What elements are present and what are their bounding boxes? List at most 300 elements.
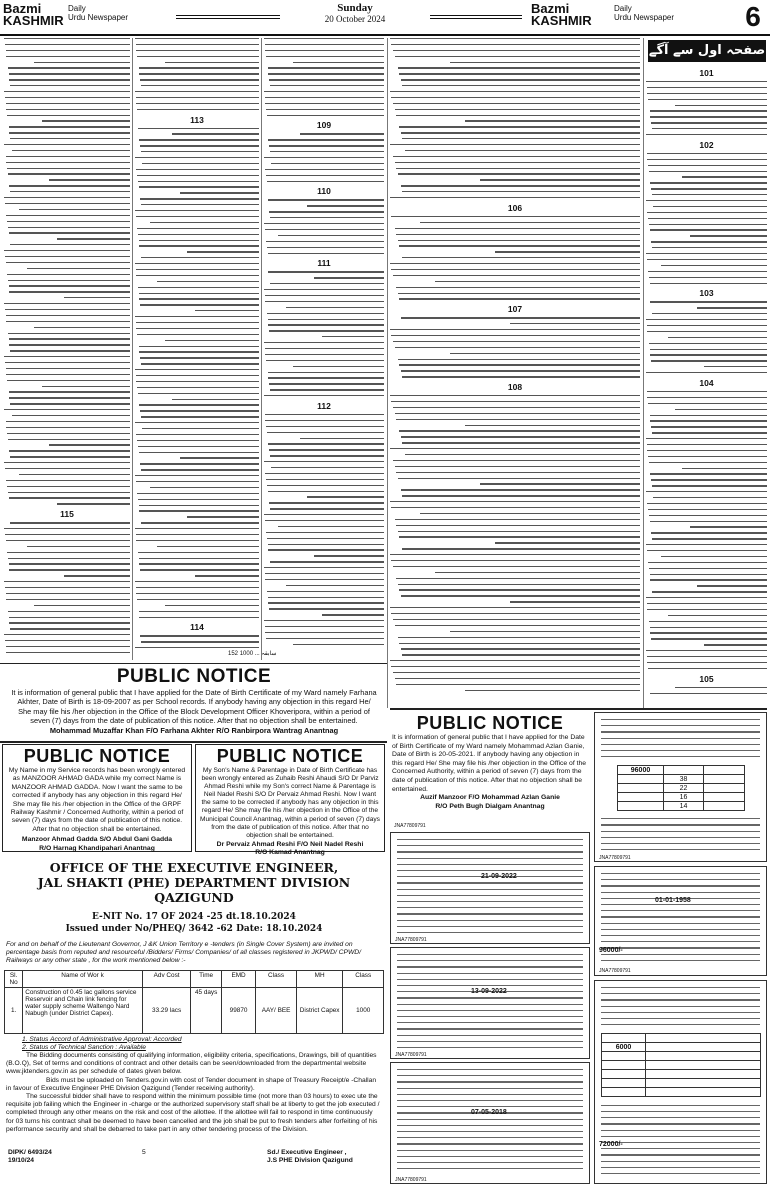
text-line xyxy=(5,534,130,535)
text-line xyxy=(268,253,384,254)
notice-date: 13-09-2022 xyxy=(471,988,507,995)
text-line xyxy=(136,97,259,98)
text-line xyxy=(10,138,130,139)
text-line xyxy=(265,301,384,302)
text-line xyxy=(393,341,640,342)
text-line xyxy=(264,289,384,290)
text-line xyxy=(139,240,259,241)
text-line xyxy=(271,163,384,164)
text-line xyxy=(8,558,130,559)
text-line xyxy=(401,648,641,649)
text-line xyxy=(397,1041,583,1042)
article-column-1 xyxy=(4,38,130,660)
text-line xyxy=(480,179,640,180)
text-line xyxy=(397,920,583,921)
masthead-rule xyxy=(176,18,280,19)
text-line xyxy=(652,313,767,314)
notice-signature: Auzif Manzoor F/O Mohammad Azlan Ganie R/O Peth Bugh Dialgam Anantnag xyxy=(420,794,560,810)
text-line xyxy=(601,837,760,838)
text-line xyxy=(601,719,760,720)
text-line xyxy=(139,404,259,405)
text-line xyxy=(9,291,130,292)
text-line xyxy=(138,446,259,447)
text-line xyxy=(397,1106,583,1107)
text-line xyxy=(391,44,640,45)
text-line xyxy=(401,489,641,490)
text-line xyxy=(267,115,384,116)
text-line xyxy=(6,156,130,157)
text-line xyxy=(402,654,640,655)
text-line xyxy=(293,366,384,367)
text-line xyxy=(401,370,641,371)
text-line xyxy=(647,397,767,398)
section-number: 105 xyxy=(699,673,714,684)
text-line xyxy=(395,228,641,229)
text-line xyxy=(6,652,130,653)
text-line xyxy=(650,693,767,694)
text-line xyxy=(6,480,130,481)
text-line xyxy=(140,410,259,411)
text-line xyxy=(647,603,767,604)
text-line xyxy=(397,1088,583,1089)
text-line xyxy=(661,265,767,266)
text-line xyxy=(651,479,767,480)
text-line xyxy=(135,38,259,39)
text-line xyxy=(269,383,384,384)
text-line xyxy=(266,241,384,242)
table-cell: 1. xyxy=(5,987,23,1033)
text-line xyxy=(399,536,640,537)
text-line xyxy=(397,882,583,883)
text-line xyxy=(398,173,641,174)
table-header-cell: MH xyxy=(296,970,343,987)
text-line xyxy=(402,376,640,377)
text-line xyxy=(270,561,384,562)
text-line xyxy=(267,247,384,248)
text-line xyxy=(135,528,259,529)
text-line xyxy=(139,67,259,68)
text-line xyxy=(649,171,767,172)
text-line xyxy=(165,605,259,606)
text-line xyxy=(136,44,259,45)
text-line xyxy=(397,1143,583,1144)
tender-enit: E-NIT No. 17 OF 2024 -25 dt.18.10.2024 xyxy=(92,912,296,922)
text-line xyxy=(195,575,259,576)
text-line xyxy=(395,678,641,679)
text-line xyxy=(268,324,384,325)
text-line xyxy=(652,432,767,433)
text-line xyxy=(10,191,130,192)
notice-signature: Manzoor Ahmad Gadda S/O Abdul Gani Gadda R/O Harnag Khandipahari Anantnag xyxy=(21,836,173,852)
text-line xyxy=(510,323,640,324)
text-line xyxy=(268,199,384,200)
text-line xyxy=(195,310,259,311)
text-line xyxy=(601,999,760,1000)
text-line xyxy=(5,587,130,588)
text-line xyxy=(140,635,259,636)
section-number: 111 xyxy=(317,258,331,269)
section-number: 103 xyxy=(699,288,714,299)
text-line xyxy=(601,731,760,732)
text-line xyxy=(601,904,760,905)
text-line xyxy=(397,864,583,865)
text-line xyxy=(139,558,259,559)
text-line xyxy=(397,1004,583,1005)
text-line xyxy=(300,438,384,439)
text-line xyxy=(137,387,259,388)
text-line xyxy=(6,599,130,600)
text-line xyxy=(391,269,640,270)
text-line xyxy=(652,128,767,129)
text-line xyxy=(601,1130,760,1131)
text-line xyxy=(601,873,760,874)
text-line xyxy=(8,67,130,68)
text-line xyxy=(601,750,760,751)
notice-signature: Dr Pervaiz Ahmad Reshi F/O Neil Nadel Reshi R/O Kamad Anantnag xyxy=(216,840,364,857)
text-line xyxy=(10,628,130,629)
text-line xyxy=(269,145,384,146)
text-line xyxy=(34,327,130,328)
table-cell: 96000 xyxy=(618,766,664,775)
text-line xyxy=(601,1142,760,1143)
text-line xyxy=(267,538,384,539)
article-column-3 xyxy=(264,38,384,660)
text-line xyxy=(64,297,130,298)
masthead-rule xyxy=(430,18,522,19)
text-line xyxy=(265,44,384,45)
text-line xyxy=(9,338,130,339)
text-line xyxy=(9,285,130,286)
text-line xyxy=(397,1119,583,1120)
text-line xyxy=(136,216,259,217)
notice-title: PUBLIC NOTICE xyxy=(116,666,272,687)
text-line xyxy=(9,232,130,233)
text-line xyxy=(390,660,640,661)
text-line xyxy=(646,438,767,439)
text-line xyxy=(650,632,767,633)
table-cell: 14 xyxy=(664,802,704,811)
tender-issued: Issued under No/PHEQ/ 3642 -62 Date: 18.10.2024 xyxy=(65,924,323,934)
text-line xyxy=(137,599,259,600)
text-line xyxy=(402,85,640,86)
text-line xyxy=(650,415,767,416)
text-line xyxy=(391,613,640,614)
text-line xyxy=(293,62,384,63)
text-line xyxy=(268,67,384,68)
urdu-notice-5 xyxy=(594,980,767,1184)
text-line xyxy=(8,227,130,228)
text-line xyxy=(395,347,641,348)
text-line xyxy=(398,478,641,479)
text-line xyxy=(270,217,384,218)
text-line xyxy=(647,153,767,154)
text-line xyxy=(396,287,640,288)
text-line xyxy=(601,954,760,955)
text-line xyxy=(397,926,583,927)
notice-code: JNA77809791 xyxy=(395,1177,427,1183)
text-line xyxy=(136,481,259,482)
text-line xyxy=(650,116,767,117)
text-line xyxy=(393,566,640,567)
text-line xyxy=(264,567,384,568)
text-line xyxy=(697,585,767,586)
text-line xyxy=(391,216,640,217)
text-line xyxy=(396,472,640,473)
text-line xyxy=(391,335,640,336)
tender-para-3: The successful bidder shall have to respond within the minimum possible time (not more than 03 hours) to exec ute the requisite job failing which the Engineer in -charge or the authorized supervisory staff shall be at liberty to get the job executed / completed through any other means on the risk and cost of the allottee. If the allottee will fail to respond in time continuously for 03 turns his contract shall be deemed to have been cancelled and the job shall be put to fresh tenders after forfeiting of his performance security and shall be debarred to take part in any other tendering process of the Division. xyxy=(6,1093,380,1133)
text-line xyxy=(397,1016,583,1017)
text-line xyxy=(180,457,259,458)
text-line xyxy=(690,235,767,236)
text-line xyxy=(401,436,641,437)
text-line xyxy=(138,234,259,235)
text-line xyxy=(4,462,130,463)
text-line xyxy=(270,508,384,509)
text-line xyxy=(6,321,130,322)
text-line xyxy=(399,298,640,299)
text-line xyxy=(141,204,259,205)
text-line xyxy=(398,359,641,360)
text-line xyxy=(267,432,384,433)
table-cell: AAY/ BEE xyxy=(256,987,297,1033)
text-line xyxy=(270,455,384,456)
text-line xyxy=(397,1125,583,1126)
text-line xyxy=(5,203,130,204)
text-line xyxy=(9,391,130,392)
text-line xyxy=(135,369,259,370)
text-line xyxy=(465,120,640,121)
text-line xyxy=(647,609,767,610)
text-line xyxy=(266,56,384,57)
text-line xyxy=(265,420,384,421)
text-line xyxy=(267,313,384,314)
text-line xyxy=(393,619,640,620)
text-line xyxy=(601,892,760,893)
text-line xyxy=(397,954,583,955)
text-line xyxy=(601,818,760,819)
text-line xyxy=(265,414,384,415)
text-line xyxy=(402,442,640,443)
text-line xyxy=(650,110,767,111)
page-number: 6 xyxy=(745,1,761,32)
text-line xyxy=(601,849,760,850)
text-line xyxy=(140,304,259,305)
text-line xyxy=(269,211,384,212)
text-line xyxy=(397,1010,583,1011)
text-line xyxy=(682,176,767,177)
section-number: 106 xyxy=(507,202,523,213)
text-line xyxy=(266,109,384,110)
text-line xyxy=(139,139,259,140)
text-line xyxy=(397,1047,583,1048)
table-header-cell: Adv Cost xyxy=(142,970,191,987)
text-line xyxy=(136,328,259,329)
text-line xyxy=(646,81,767,82)
text-line xyxy=(264,157,384,158)
text-line xyxy=(401,132,641,133)
text-line xyxy=(650,229,767,230)
text-line xyxy=(270,389,384,390)
table-header-cell: Name of Wor k xyxy=(23,970,143,987)
text-line xyxy=(300,133,384,134)
text-line xyxy=(5,97,130,98)
text-line xyxy=(601,960,760,961)
text-line xyxy=(137,493,259,494)
urdu-notice-1 xyxy=(594,712,767,862)
text-line xyxy=(465,690,640,691)
text-line xyxy=(135,210,259,211)
text-line xyxy=(650,579,767,580)
text-line xyxy=(647,444,767,445)
text-line xyxy=(165,62,259,63)
text-line xyxy=(9,73,130,74)
section-number: 113 xyxy=(190,114,204,125)
text-line xyxy=(601,1024,760,1025)
text-line xyxy=(649,462,767,463)
text-line xyxy=(601,1173,760,1174)
text-line xyxy=(49,179,130,180)
text-line xyxy=(139,510,259,511)
text-line xyxy=(390,91,640,92)
text-line xyxy=(136,103,259,104)
text-line xyxy=(397,870,583,871)
text-line xyxy=(675,105,767,106)
urdu-notice-table xyxy=(617,765,745,811)
text-line xyxy=(648,562,767,563)
text-line xyxy=(391,666,640,667)
text-line xyxy=(5,468,130,469)
table-header-cell: Sl. No xyxy=(5,970,23,987)
table-cell: 99870 xyxy=(221,987,255,1033)
text-line xyxy=(601,916,760,917)
text-line xyxy=(402,548,640,549)
text-line xyxy=(139,452,259,453)
text-line xyxy=(650,473,767,474)
text-line xyxy=(646,200,767,201)
tender-signature: Sd./ Executive Engineer , J.S PHE Division Qazigund xyxy=(267,1149,353,1165)
text-line xyxy=(390,38,640,39)
text-line xyxy=(138,552,259,553)
text-line xyxy=(690,526,767,527)
section-number: 112 xyxy=(317,400,331,411)
text-line xyxy=(5,44,130,45)
text-line xyxy=(7,552,130,553)
text-line xyxy=(398,531,641,532)
text-line xyxy=(139,346,259,347)
text-line xyxy=(480,483,640,484)
text-line xyxy=(398,293,641,294)
section-number: 110 xyxy=(317,186,331,197)
text-line xyxy=(420,222,640,223)
text-line xyxy=(139,611,259,612)
text-line xyxy=(647,325,767,326)
text-line xyxy=(5,256,130,257)
text-line xyxy=(397,997,583,998)
text-line xyxy=(4,250,130,251)
text-line xyxy=(322,336,384,337)
text-line xyxy=(49,444,130,445)
text-line xyxy=(135,422,259,423)
text-line xyxy=(647,87,767,88)
text-line xyxy=(136,275,259,276)
text-line xyxy=(9,450,130,451)
text-line xyxy=(402,257,640,258)
text-line xyxy=(601,879,760,880)
text-line xyxy=(264,620,384,621)
text-line xyxy=(397,1094,583,1095)
text-line xyxy=(135,263,259,264)
text-line xyxy=(266,479,384,480)
text-line xyxy=(4,409,130,410)
text-line xyxy=(601,923,760,924)
text-line xyxy=(668,337,767,338)
text-line xyxy=(141,416,259,417)
text-line xyxy=(397,1137,583,1138)
text-line xyxy=(4,528,130,529)
text-line xyxy=(139,563,259,564)
text-line xyxy=(27,546,130,547)
text-line xyxy=(420,513,640,514)
article-column-4 xyxy=(390,38,640,704)
text-line xyxy=(650,574,767,575)
text-line xyxy=(172,399,259,400)
text-line xyxy=(647,331,767,332)
tender-division: JAL SHAKTI (PHE) DEPARTMENT DIVISION QAZIGUND xyxy=(37,875,351,905)
masthead-rule xyxy=(176,15,280,16)
text-line xyxy=(6,103,130,104)
text-line xyxy=(322,614,384,615)
text-line xyxy=(136,50,259,51)
public-notice-ganie xyxy=(390,712,590,820)
text-line xyxy=(652,247,767,248)
text-line xyxy=(139,617,259,618)
text-line xyxy=(138,393,259,394)
text-line xyxy=(267,181,384,182)
text-line xyxy=(651,188,767,189)
text-line xyxy=(6,646,130,647)
text-line xyxy=(141,363,259,364)
text-line xyxy=(6,50,130,51)
text-line xyxy=(601,947,760,948)
text-line xyxy=(648,165,767,166)
notice-date: 07-05-2018 xyxy=(471,1109,507,1116)
text-line xyxy=(397,1081,583,1082)
text-line xyxy=(397,985,583,986)
text-line xyxy=(268,602,384,603)
text-line xyxy=(651,426,767,427)
section-rule xyxy=(0,663,387,664)
text-line xyxy=(136,534,259,535)
text-line xyxy=(510,601,640,602)
text-line xyxy=(8,439,130,440)
text-line xyxy=(601,1154,760,1155)
text-line xyxy=(649,568,767,569)
text-line xyxy=(397,913,583,914)
text-line xyxy=(9,185,130,186)
text-line xyxy=(8,492,130,493)
text-line xyxy=(397,966,583,967)
tender-office: OFFICE OF THE EXECUTIVE ENGINEER, xyxy=(49,860,339,875)
table-cell: 45 days xyxy=(191,987,221,1033)
text-line xyxy=(265,579,384,580)
text-line xyxy=(397,1035,583,1036)
text-line xyxy=(64,575,130,576)
text-line xyxy=(402,191,640,192)
text-line xyxy=(7,115,130,116)
text-line xyxy=(265,103,384,104)
text-line xyxy=(269,449,384,450)
notice-body: It is information of general public that I have applied for the Date of Birth Certificate of my Ward namely Mohammad Azlan Ganie, Date of Birth is 20-05-2021. If anybody having any objection in this regard He/ She may file his /her objection in the Office of the Concerned Authority, within a period of seven (7) days from the date of publication of this notice. After that no objection shall be entertained. xyxy=(392,734,587,793)
